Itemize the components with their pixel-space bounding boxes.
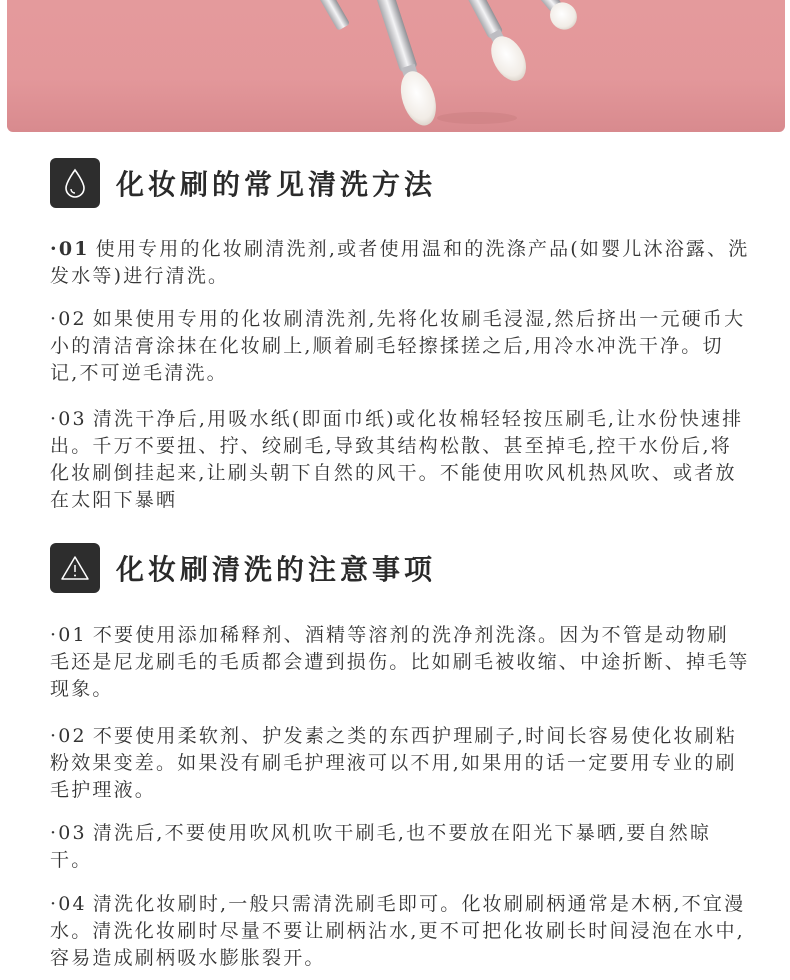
water-drop-icon [50, 158, 100, 208]
section-title: 化妆刷的常见清洗方法 [116, 168, 437, 201]
item-text: 如果使用专用的化妆刷清洗剂,先将化妆刷毛浸湿,然后挤出一元硬币大小的清洁膏涂抹在化妆刷上,顺着刷毛轻擦揉搓之后,用冷水冲洗干净。切记,不可逆毛清洗。 [50, 308, 746, 384]
list-item [50, 820, 750, 874]
list-item [50, 891, 750, 972]
item-number: ·03 [50, 408, 87, 430]
section-header-cleaning-methods [50, 158, 436, 208]
item-number: ·01 [50, 238, 90, 260]
list-item [50, 236, 750, 290]
item-text: 使用专用的化妆刷清洗剂,或者使用温和的洗涤产品(如婴儿沐浴露、洗发水等)进行清洗。 [50, 238, 750, 287]
item-text: 清洗干净后,用吸水纸(即面巾纸)或化妆棉轻轻按压刷毛,让水份快速排出。千万不要扭、拧、绞刷毛,导致其结构松散、甚至掉毛,控干水份后,将化妆刷倒挂起来,让刷头朝下自然的风干。不能使用吹风机热风吹、或者放在太阳下暴晒 [50, 408, 744, 511]
hero-brush-photo [7, 0, 785, 132]
item-text: 不要使用柔软剂、护发素之类的东西护理刷子,时间长容易使化妆刷粘粉效果变差。如果没有刷毛护理液可以不用,如果用的话一定要用专业的刷毛护理液。 [50, 725, 738, 801]
makeup-brushes-illustration [7, 0, 785, 132]
list-item [50, 406, 750, 514]
item-text: 不要使用添加稀释剂、酒精等溶剂的洗净剂洗涤。因为不管是动物刷毛还是尼龙刷毛的毛质都会遭到损伤。比如刷毛被收缩、中途折断、掉毛等现象。 [50, 624, 750, 700]
list-item [50, 306, 750, 387]
item-number: ·02 [50, 308, 87, 330]
list-item [50, 622, 750, 703]
warning-triangle-icon [50, 543, 100, 593]
list-item [50, 723, 750, 804]
item-number: ·01 [50, 624, 87, 646]
section-title: 化妆刷清洗的注意事项 [116, 553, 437, 586]
item-number: ·04 [50, 893, 87, 915]
item-text: 清洗后,不要使用吹风机吹干刷毛,也不要放在阳光下暴晒,要自然晾干。 [50, 822, 712, 871]
item-number: ·02 [50, 725, 87, 747]
item-text: 清洗化妆刷时,一般只需清洗刷毛即可。化妆刷刷柄通常是木柄,不宜漫水。清洗化妆刷时尽量不要让刷柄沾水,更不可把化妆刷长时间浸泡在水中,容易造成刷柄吸水膨胀裂开。 [50, 893, 746, 969]
section-header-precautions [50, 543, 436, 593]
item-number: ·03 [50, 822, 87, 844]
